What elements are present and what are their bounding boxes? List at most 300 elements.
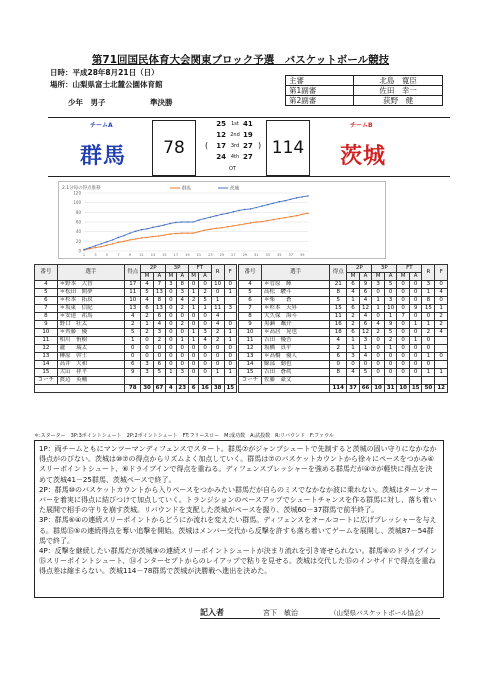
player-stat: 6 (153, 313, 165, 321)
chart-y-tick-label: 100 (73, 200, 81, 206)
team-b-label: チームB (350, 122, 373, 129)
player-stat: 9 (409, 305, 422, 313)
player-stat: 0 (384, 369, 397, 377)
chart-point (261, 221, 263, 223)
player-points (330, 377, 347, 385)
player-row (35, 281, 237, 289)
player-row (239, 305, 448, 313)
chart-point (118, 242, 120, 244)
player-stat: 0 (188, 345, 198, 353)
player-row (239, 297, 448, 305)
total-stat: 15 (224, 385, 236, 393)
chart-point (267, 220, 269, 222)
player-row (35, 377, 237, 385)
chart-legend-label: 群馬 (182, 186, 191, 192)
chart-x-tick-label: 39 (300, 253, 305, 257)
player-stat: 1 (166, 369, 176, 377)
header-ft: FT (188, 265, 211, 273)
player-stat: 0 (224, 281, 236, 289)
chart-point (284, 217, 286, 219)
chart-point (164, 224, 166, 226)
player-row (239, 377, 448, 385)
player-row (35, 345, 237, 353)
player-number: 15 (239, 369, 262, 377)
official-name: 北島 寛臣 (354, 76, 443, 86)
player-points: 5 (125, 329, 141, 337)
player-stat (409, 377, 422, 385)
player-name: 黒瀬 颯介 (261, 321, 329, 329)
chart-point (164, 234, 166, 236)
player-stat: 2 (141, 329, 153, 337)
chart-x-tick-label: 37 (288, 253, 294, 257)
player-stat (188, 377, 198, 385)
chart-point (175, 222, 177, 224)
player-stat: 2 (384, 337, 397, 345)
player-points: 21 (330, 281, 347, 289)
team-a-name: 群馬 (80, 144, 127, 169)
player-stat: 15 (422, 305, 435, 313)
quarter-row (200, 153, 262, 164)
player-points: 9 (125, 369, 141, 377)
player-name: 鯨部 勤也 (261, 361, 329, 369)
recorder-name: 宮下 敏治 (263, 609, 298, 617)
player-stat: 0 (372, 289, 385, 297)
player-stat: 3 (372, 281, 385, 289)
player-stat: 3 (141, 369, 153, 377)
header-attempted: A (176, 273, 188, 281)
header-attempted: A (359, 273, 372, 281)
player-stat: 1 (188, 337, 198, 345)
player-row (35, 321, 237, 329)
header-number: 番号 (239, 265, 262, 281)
player-stat: 0 (153, 353, 165, 361)
chart-point (175, 233, 177, 235)
player-number: 13 (35, 353, 58, 361)
chart-point (301, 213, 303, 215)
player-stat: 9 (359, 281, 372, 289)
player-stat (211, 377, 224, 385)
chart-point (204, 218, 206, 220)
player-number: 8 (35, 313, 58, 321)
player-points: 4 (330, 337, 347, 345)
header-points: 得点 (125, 265, 141, 281)
player-stat (397, 377, 410, 385)
player-stat: 3 (176, 369, 188, 377)
chart-x-tick-label: 13 (150, 253, 156, 257)
player-stat: 0 (397, 345, 410, 353)
player-name: 野口 壮太 (57, 321, 124, 329)
player-points: 1 (125, 337, 141, 345)
player-name: ＊杉本 天昇 (261, 305, 329, 313)
chart-x-tick-label: 15 (162, 253, 167, 257)
total-stat: 16 (199, 385, 211, 393)
player-stat: 8 (422, 297, 435, 305)
player-stat: 0 (422, 361, 435, 369)
chart-point (221, 227, 223, 229)
chart-point (198, 219, 200, 221)
chart-point (158, 226, 160, 228)
player-stat: 0 (422, 337, 435, 345)
player-stat: 7 (153, 281, 165, 289)
header-made: M (372, 273, 385, 281)
player-row (239, 313, 448, 321)
chart-x-tick-label: 25 (219, 253, 225, 257)
player-stat: 0 (166, 289, 176, 297)
player-number: 15 (35, 369, 58, 377)
player-stat: 4 (359, 353, 372, 361)
chart-point (95, 245, 97, 247)
player-stat: 0 (409, 313, 422, 321)
chart-x-tick-label: 7 (117, 253, 120, 257)
player-stat: 0 (199, 369, 211, 377)
summary-q3: 3P：群馬⑥④の連続スリーポイントからどうにか流れを変えたい群馬。ディフェンスをオールコートに広げプレッシャーを与える。群馬⑮⑤の連続得点を奪い追撃を開始。茨城はメンバー交代から反撃を許すも落ち着いてゲームを展開し、茨城87－54群馬で終了。 (39, 516, 437, 545)
chart-y-tick-label: 20 (75, 238, 81, 244)
player-stat: 3 (199, 329, 211, 337)
chart-x-tick-label: 23 (208, 253, 213, 257)
player-number: コーチ (239, 377, 262, 385)
player-number: 9 (239, 321, 262, 329)
player-stat: 0 (224, 345, 236, 353)
player-stat: 0 (141, 353, 153, 361)
chart-x-tick-label: 1 (82, 253, 86, 257)
player-points: 8 (330, 369, 347, 377)
total-stat: 10 (372, 385, 385, 393)
match-venue: 場所：山梨県富士北麓公園体育館 (50, 80, 163, 89)
player-stat: 4 (153, 321, 165, 329)
player-number: 10 (35, 329, 58, 337)
chart-point (267, 204, 269, 206)
player-stat: 4 (359, 297, 372, 305)
player-stat: 0 (224, 353, 236, 361)
quarter-bracket-close: ) (258, 141, 262, 150)
player-name: 坂橋 真平 (261, 345, 329, 353)
player-stat: 0 (397, 305, 410, 313)
player-stat (224, 377, 236, 385)
player-name: 瀧 瑞太 (57, 345, 124, 353)
player-stat: 0 (199, 281, 211, 289)
player-stat: 0 (141, 345, 153, 353)
player-number: 12 (35, 345, 58, 353)
player-number: 5 (239, 289, 262, 297)
header-attempted: A (199, 273, 211, 281)
player-stat: 4 (359, 313, 372, 321)
player-stat: 6 (347, 281, 360, 289)
player-stat: 0 (199, 321, 211, 329)
player-points: 5 (330, 297, 347, 305)
official-row (286, 76, 443, 86)
player-stat: 0 (409, 361, 422, 369)
player-stat (224, 313, 236, 321)
header-attempted: A (384, 273, 397, 281)
player-name: 榊原 幹士 (57, 353, 124, 361)
player-stat: 0 (372, 369, 385, 377)
player-number: 11 (35, 337, 58, 345)
quarter-score-b: 19 (243, 131, 253, 139)
chart-x-tick-label: 5 (105, 253, 109, 257)
player-stat: 4 (347, 369, 360, 377)
official-role: 第1副審 (286, 86, 354, 96)
player-stat: 1 (422, 369, 435, 377)
player-stat: 0 (211, 361, 224, 369)
player-stat: 0 (153, 345, 165, 353)
total-stat: 38 (211, 385, 224, 393)
total-stat: 30 (141, 385, 153, 393)
total-stat: 23 (176, 385, 188, 393)
player-stat: 0 (166, 297, 176, 305)
total-stat: 6 (188, 385, 198, 393)
player-stat: 6 (153, 361, 165, 369)
chart-point (250, 222, 252, 224)
player-stat: 0 (397, 337, 410, 345)
player-name: ＊高居 晃也 (261, 329, 329, 337)
player-stat (422, 377, 435, 385)
total-stat: 15 (409, 385, 422, 393)
player-stat: 0 (409, 281, 422, 289)
player-number: 6 (239, 297, 262, 305)
official-row (286, 86, 443, 96)
chart-point (152, 227, 154, 229)
player-stat: 0 (372, 361, 385, 369)
player-stat (224, 297, 236, 305)
player-stat: 0 (166, 305, 176, 313)
player-stat: 0 (199, 345, 211, 353)
player-stat: 1 (422, 353, 435, 361)
player-stat: 0 (397, 321, 410, 329)
player-stat: 0 (176, 361, 188, 369)
player-stat: 0 (384, 289, 397, 297)
player-row (35, 305, 237, 313)
header-made: M (397, 273, 410, 281)
player-stat (435, 361, 448, 369)
chart-point (118, 237, 120, 239)
chart-point (181, 232, 183, 234)
player-stat: 0 (211, 345, 224, 353)
player-stat: 0 (176, 313, 188, 321)
header-3p: 3P (372, 265, 397, 273)
chart-point (187, 232, 189, 234)
header-2p: 2P (347, 265, 372, 273)
chart-point (169, 223, 171, 225)
chart-point (83, 249, 85, 251)
player-stat: 2 (211, 329, 224, 337)
player-stat: 6 (359, 321, 372, 329)
player-stat: 2 (347, 313, 360, 321)
player-number: 7 (239, 305, 262, 313)
header-number: 番号 (35, 265, 58, 281)
quarter-label: 4th (230, 154, 240, 160)
player-stat: 0 (435, 297, 448, 305)
box-score-legend: ＊:スターター 3P:3ポイントシュート 2P:2ポイントシュート FT:フリースロー M:成功数 A:試投数 R:リバウンド F:ファウル (34, 433, 334, 439)
player-stat: 1 (224, 329, 236, 337)
player-stat: 0 (166, 345, 176, 353)
player-name: 高井 大和 (57, 361, 124, 369)
player-stat: 0 (199, 313, 211, 321)
chart-point (100, 243, 102, 245)
header-made: M (347, 273, 360, 281)
official-name: 佐田 幸一 (354, 86, 443, 96)
match-date: 日時：平成28年8月21日（日） (50, 68, 159, 77)
chart-point (273, 219, 275, 221)
player-name: 高松 駿斗 (261, 289, 329, 297)
player-stat: 6 (347, 329, 360, 337)
player-stat (141, 377, 153, 385)
player-stat: 0 (224, 361, 236, 369)
quarter-row (200, 131, 262, 142)
player-name: 吉田 蒼眞 (261, 369, 329, 377)
header-attempted: A (409, 273, 422, 281)
player-stat: 6 (359, 289, 372, 297)
chart-point (307, 213, 309, 215)
chart-point (215, 215, 217, 217)
chart-point (233, 211, 235, 213)
player-stat: 0 (372, 345, 385, 353)
player-points: 15 (330, 305, 347, 313)
player-stat: 0 (347, 361, 360, 369)
player-stat: 4 (211, 313, 224, 321)
player-stat: 3 (141, 361, 153, 369)
player-stat: 4 (141, 281, 153, 289)
match-round: 準決勝 (150, 98, 173, 107)
player-number: 11 (239, 337, 262, 345)
chart-point (256, 221, 258, 223)
player-stat: 0 (409, 329, 422, 337)
header-attempted: A (153, 273, 165, 281)
quarter-label: 3rd (230, 143, 240, 149)
player-points: 17 (125, 281, 141, 289)
player-name: 吉田 優吾 (261, 337, 329, 345)
chart-point (112, 243, 114, 245)
summary-q4: 4P：反撃を継続したい群馬だが茨城⑨の連続スリーポイントシュートが決まり流れを引き寄せられない。群馬⑥のドライブイン⑮スリーポイントシュート、⑭インターセプトからのレイアップで粘りを見せる。茨城は交代した⑮のインサイドで得点を重ね得点差は縮まらない。茨城114－78群馬で茨城が決勝戦へ進出を決めた。 (39, 547, 438, 576)
chart-point (301, 196, 303, 198)
total-stat: 50 (422, 385, 435, 393)
player-stat: 5 (384, 281, 397, 289)
quarter-bracket-open: ( (205, 141, 209, 150)
chart-y-tick-label: 120 (73, 190, 81, 196)
player-stat: 5 (384, 329, 397, 337)
player-stat: 0 (188, 281, 198, 289)
player-name: ＊柴 蒼 (261, 297, 329, 305)
chart-point (187, 221, 189, 223)
chart-legend-label: 茨城 (230, 186, 239, 192)
total-points: 114 (330, 385, 347, 393)
player-stat: 3 (422, 281, 435, 289)
player-row (35, 289, 237, 297)
player-name: ＊杉本 拓玖 (57, 297, 124, 305)
chart-point (192, 221, 194, 223)
player-stat: 1 (347, 337, 360, 345)
chart-point (244, 209, 246, 211)
quarter-row (200, 120, 262, 131)
player-stat: 0 (397, 369, 410, 377)
player-name: 大山 祥平 (57, 369, 124, 377)
player-stat: 0 (397, 329, 410, 337)
total-stat: 67 (153, 385, 165, 393)
player-row (239, 329, 448, 337)
player-stat: 3 (224, 305, 236, 313)
header-player: 選手 (57, 265, 124, 281)
chart-point (123, 235, 125, 237)
player-name: ＊菅原 輝 (261, 281, 329, 289)
player-name: ＊安達 祐馬 (57, 313, 124, 321)
player-stat: 0 (422, 345, 435, 353)
player-number: 14 (239, 361, 262, 369)
team-a-score: 78 (163, 138, 185, 158)
player-stat: 2 (176, 305, 188, 313)
team-b-name: 茨城 (340, 144, 387, 169)
player-stat: 1 (188, 305, 198, 313)
match-category: 少年 男子 (68, 98, 106, 107)
player-points (125, 377, 141, 385)
player-stat: 7 (397, 313, 410, 321)
player-stat: 1 (176, 337, 188, 345)
player-stat: 1 (372, 305, 385, 313)
recorder-association: （山梨県バスケットボール協会） (330, 609, 428, 617)
player-stat: 5 (359, 369, 372, 377)
player-points: 0 (125, 353, 141, 361)
player-stat: 2 (435, 321, 448, 329)
player-number: 14 (35, 361, 58, 369)
player-number: コーチ (35, 377, 58, 385)
official-role: 主審 (286, 76, 354, 86)
player-stat: 2 (372, 329, 385, 337)
player-stat: 1 (359, 345, 372, 353)
player-stat: 0 (166, 321, 176, 329)
player-points: 13 (125, 305, 141, 313)
chart-point (238, 210, 240, 212)
header-3p: 3P (166, 265, 189, 273)
player-stat (176, 377, 188, 385)
player-stat: 0 (422, 313, 435, 321)
player-row (35, 353, 237, 361)
header-made: M (188, 273, 198, 281)
chart-point (123, 241, 125, 243)
player-stat: 2 (211, 337, 224, 345)
player-number: 4 (35, 281, 58, 289)
player-stat: 2 (188, 297, 198, 305)
player-stat: 1 (347, 297, 360, 305)
chart-point (146, 228, 148, 230)
chart-point (284, 200, 286, 202)
player-stat: 1 (422, 289, 435, 297)
chart-point (135, 238, 137, 240)
officials-table (285, 75, 443, 106)
chart-point (129, 239, 131, 241)
team-total-row (239, 385, 448, 393)
chart-point (256, 207, 258, 209)
player-stat: 1 (409, 321, 422, 329)
player-stat: 3 (347, 353, 360, 361)
player-stat (372, 377, 385, 385)
chart-point (106, 241, 108, 243)
chart-point (296, 215, 298, 217)
quarter-score-b: 41 (243, 120, 253, 128)
chart-point (290, 216, 292, 218)
player-stat: 1 (384, 345, 397, 353)
player-stat: 1 (409, 337, 422, 345)
player-row (35, 297, 237, 305)
chart-point (250, 208, 252, 210)
player-stat: 0 (166, 329, 176, 337)
chart-x-tick-label: 21 (196, 253, 202, 257)
player-stat: 0 (397, 361, 410, 369)
player-row (35, 337, 237, 345)
player-row (35, 361, 237, 369)
player-row (239, 289, 448, 297)
chart-point (192, 232, 194, 234)
chart-point (244, 223, 246, 225)
header-player: 選手 (261, 265, 329, 281)
chart-point (152, 236, 154, 238)
